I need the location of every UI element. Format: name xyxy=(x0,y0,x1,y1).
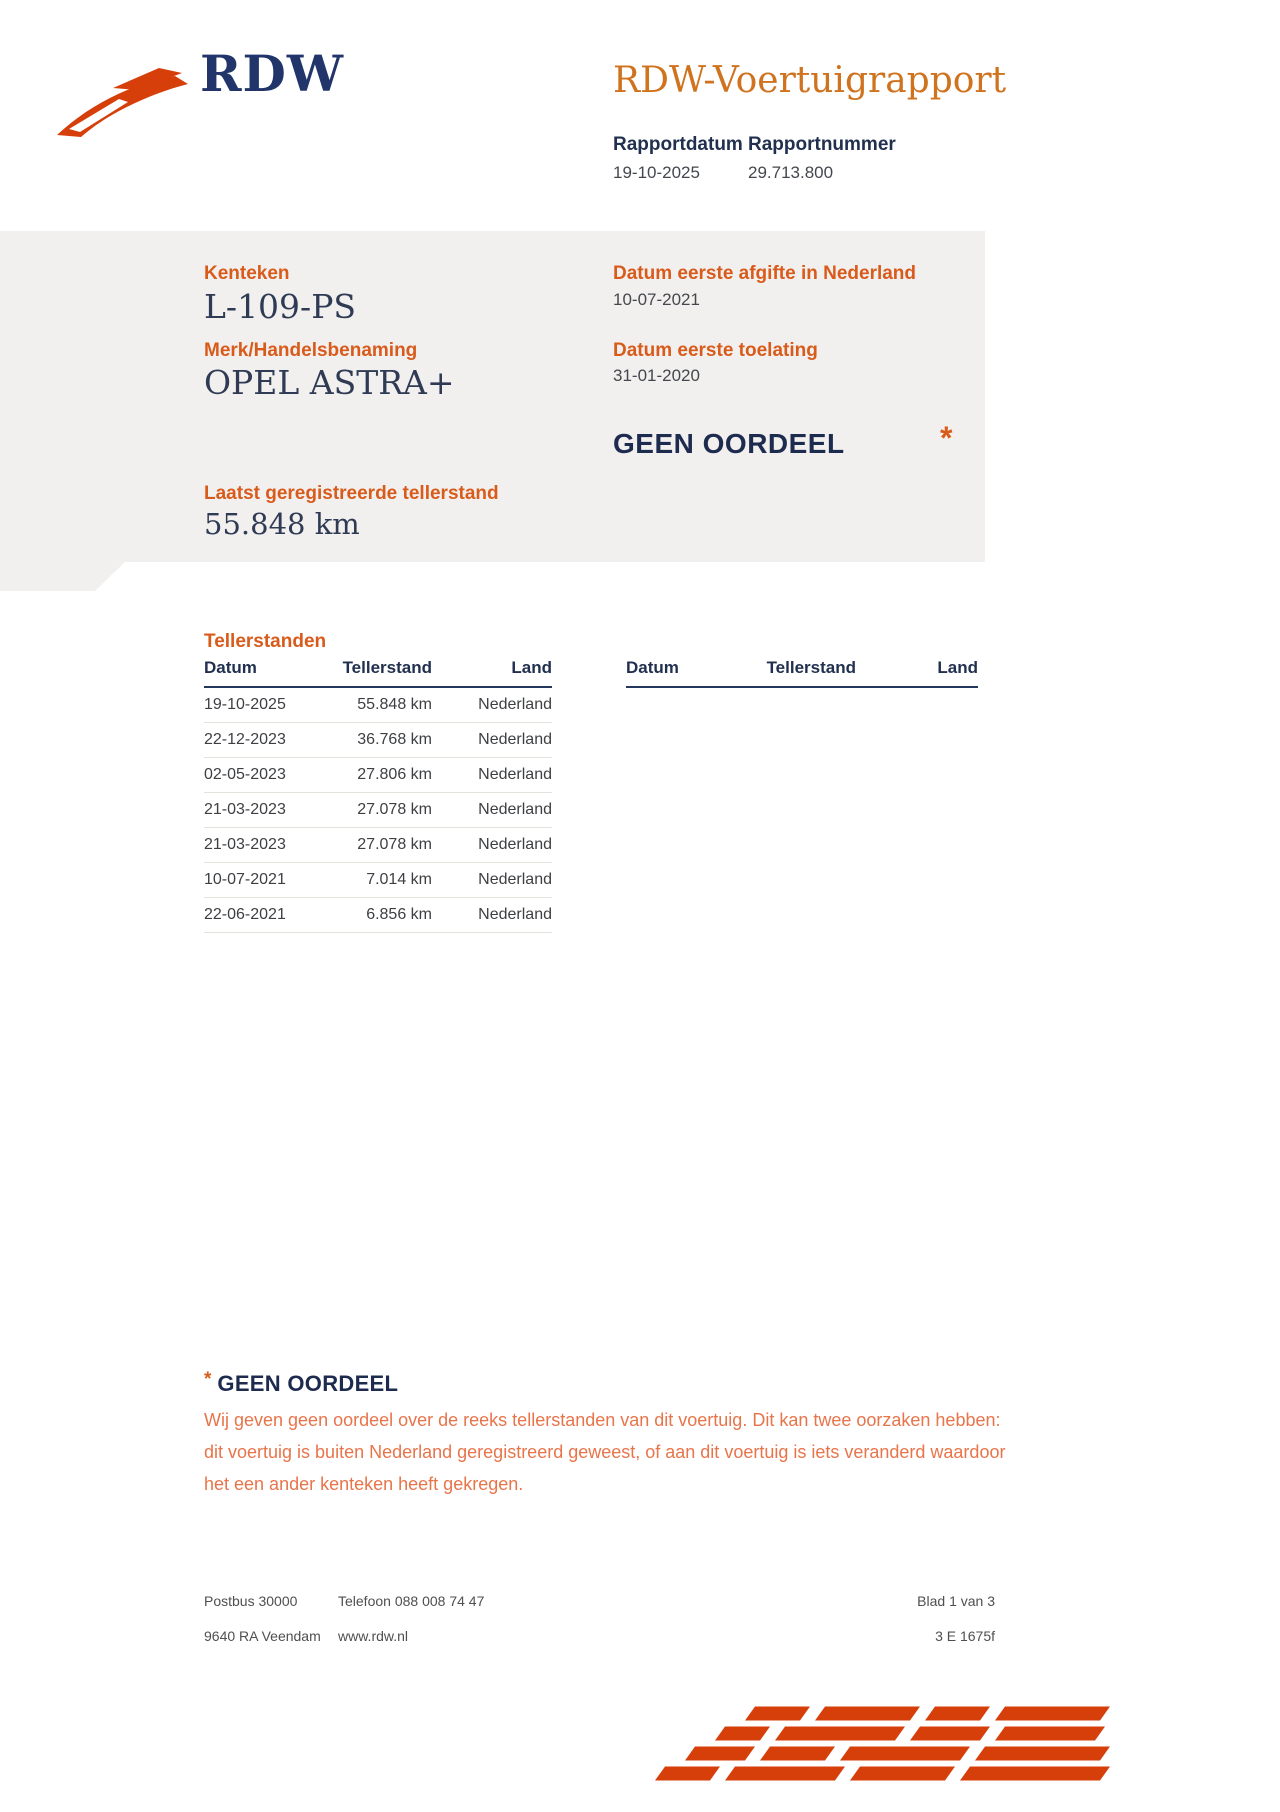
table-row xyxy=(204,863,552,898)
table-cell: 55.848 km xyxy=(334,687,432,723)
table-cell: Nederland xyxy=(432,898,552,933)
table-body xyxy=(204,687,552,933)
table-cell: Nederland xyxy=(432,758,552,793)
footer-postbus: Postbus 30000 xyxy=(204,1593,298,1609)
vehicle-summary-panel xyxy=(0,231,985,591)
table-cell: 02-05-2023 xyxy=(204,758,334,793)
tellerstanden-table-empty xyxy=(626,658,978,688)
page-title: RDW-Voertuigrapport xyxy=(613,60,1007,101)
table-cell: Nederland xyxy=(432,863,552,898)
merk-label: Merk/Handelsbenaming xyxy=(204,340,418,361)
table-row xyxy=(204,758,552,793)
footer-doc-code: 3 E 1675f xyxy=(935,1628,995,1644)
oordeel-status: GEEN OORDEEL xyxy=(613,428,845,459)
footer-page-indicator: Blad 1 van 3 xyxy=(917,1593,995,1609)
datum-eerste-toelating-label: Datum eerste toelating xyxy=(613,340,818,361)
datum-eerste-toelating-value: 31-01-2020 xyxy=(613,366,700,385)
footnote-title: GEEN OORDEEL xyxy=(217,1371,399,1396)
report-number-value: 29.713.800 xyxy=(748,163,834,182)
table-cell: Nederland xyxy=(432,723,552,758)
footnote-asterisk: * xyxy=(204,1369,212,1390)
rdw-logo-text: RDW xyxy=(200,44,345,103)
footer-plaats: 9640 RA Veendam xyxy=(204,1628,321,1644)
table-cell: 6.856 km xyxy=(334,898,432,933)
footer-website: www.rdw.nl xyxy=(338,1628,409,1644)
kenteken-value: L-109-PS xyxy=(204,287,357,326)
datum-eerste-afgifte-value: 10-07-2021 xyxy=(613,290,700,309)
table-cell: 7.014 km xyxy=(334,863,432,898)
kenteken-label: Kenteken xyxy=(204,263,290,284)
column-header-land: Land xyxy=(432,658,552,687)
table-cell: Nederland xyxy=(432,793,552,828)
table-cell: 27.806 km xyxy=(334,758,432,793)
column-header-land: Land xyxy=(856,658,978,687)
footer-telefoon: Telefoon 088 008 74 47 xyxy=(338,1593,485,1609)
table-cell: 27.078 km xyxy=(334,828,432,863)
rdw-logo-icon xyxy=(55,55,190,145)
laatste-tellerstand-label: Laatst geregistreerde tellerstand xyxy=(204,483,499,504)
table-cell: 22-06-2021 xyxy=(204,898,334,933)
footnote-heading xyxy=(204,1369,398,1397)
tellerstanden-table xyxy=(204,658,552,933)
table-cell: Nederland xyxy=(432,828,552,863)
oordeel-asterisk: * xyxy=(940,420,953,456)
table-header xyxy=(204,658,552,687)
table-cell: 36.768 km xyxy=(334,723,432,758)
table-row xyxy=(204,898,552,933)
column-header-tellerstand: Tellerstand xyxy=(746,658,856,687)
table-cell: 21-03-2023 xyxy=(204,828,334,863)
report-date-label: Rapportdatum xyxy=(613,134,743,155)
report-date-value: 19-10-2025 xyxy=(613,163,700,182)
footer-stripes-graphic xyxy=(655,1703,1110,1788)
footnote-text: Wij geven geen oordeel over de reeks tellerstanden van dit voertuig. Dit kan twee oorzaken hebben: dit voertuig is buiten Nederland geregistreerd geweest, of aan dit voertuig is iets veranderd waardoor het een ander kenteken heeft gekregen. xyxy=(204,1410,1006,1494)
merk-value: OPEL ASTRA+ xyxy=(204,363,455,402)
table-cell: 10-07-2021 xyxy=(204,863,334,898)
table-cell: 19-10-2025 xyxy=(204,687,334,723)
table-header xyxy=(626,658,978,687)
tellerstanden-section-title: Tellerstanden xyxy=(204,631,327,652)
report-number-label: Rapportnummer xyxy=(748,134,896,155)
table-row xyxy=(204,723,552,758)
column-header-tellerstand: Tellerstand xyxy=(334,658,432,687)
column-header-datum: Datum xyxy=(204,658,334,687)
table-cell: 27.078 km xyxy=(334,793,432,828)
table-row xyxy=(204,828,552,863)
table-row xyxy=(204,793,552,828)
datum-eerste-afgifte-label: Datum eerste afgifte in Nederland xyxy=(613,263,917,284)
column-header-datum: Datum xyxy=(626,658,746,687)
table-cell: 22-12-2023 xyxy=(204,723,334,758)
laatste-tellerstand-value: 55.848 km xyxy=(204,507,360,541)
table-cell: Nederland xyxy=(432,687,552,723)
table-cell: 21-03-2023 xyxy=(204,793,334,828)
table-row xyxy=(204,687,552,723)
